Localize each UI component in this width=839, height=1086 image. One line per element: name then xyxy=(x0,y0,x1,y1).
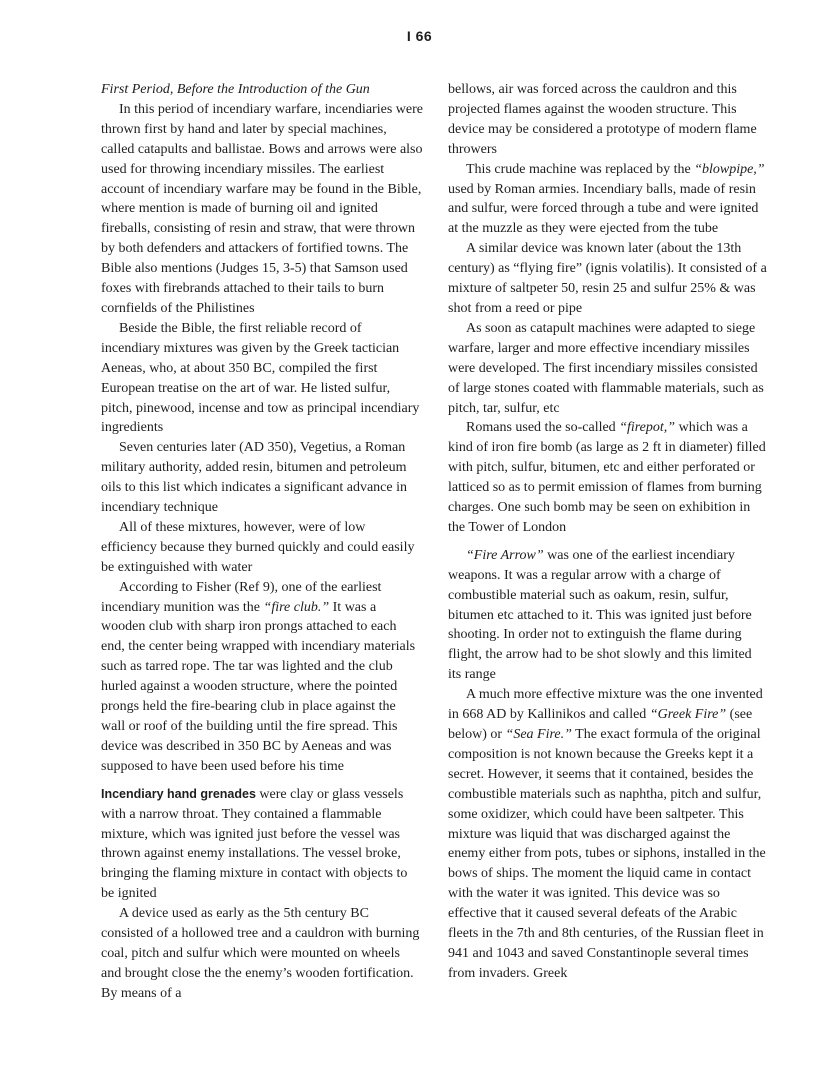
paragraph: All of these mixtures, however, were of low efficiency because they burned quickly and could easily be extinguished with water xyxy=(101,519,415,575)
left-column xyxy=(101,80,423,1004)
paragraph: bellows, air was forced across the cauldron and this projected flames against the wooden structure. This device may be considered a prototype of modern flame throwers xyxy=(448,82,757,157)
term-blowpipe: “blowpipe,” xyxy=(694,161,765,177)
paragraph: A similar device was known later (about the 13th century) as “flying fire” (ignis volatilis). It consisted of a mixture of saltpeter 50, resin 25 and sulfur 25% & was shot from a reed or pipe xyxy=(448,241,767,316)
term-fire-club: “fire club.” xyxy=(263,599,330,615)
section-heading: First Period, Before the Introduction of the Gun xyxy=(101,82,370,97)
paragraph-text: It was a wooden club with sharp iron prongs attached to each end, the center being wrapped with incendiary materials such as tarred rope. The tar was lighted and the club hurled against a wooden structure, where the pointed prongs held the fire-bearing club in place against the wall or roof of the building until the fire spread. This device was described in 350 BC by Aeneas and was supposed to have been used before his time xyxy=(101,599,416,774)
paragraph-hand-grenades xyxy=(101,785,423,904)
paragraph: In this period of incendiary warfare, incendiaries were thrown first by hand and later by special machines, called catapults and ballistae. Bows and arrows were also used for throwing incendiary missiles. The earliest account of incendiary warfare may be found in the Bible, where mention is made of burning oil and ignited fireballs, consisting of resin and straw, that were thrown by both defenders and attackers of fortified towns. The Bible also mentions (Judges 15, 3-5) that Samson used foxes with firebrands attached to their tails to burn cornfields of the Philistines xyxy=(101,101,423,316)
term-incendiary-hand-grenades: Incendiary hand grenades xyxy=(101,786,256,801)
page-number: I 66 xyxy=(406,28,433,44)
paragraph-blowpipe xyxy=(448,160,768,240)
term-firepot: “firepot,” xyxy=(619,420,676,436)
paragraph-text: which was a kind of iron fire bomb (as large as 2 ft in diameter) filled with pitch, sulfur, bitumen, etc and either perforated or latticed so as to permit emission of flames from burning charges. One such bomb may be seen on exhibition in the Tower of London xyxy=(448,420,766,535)
paragraph-fire-arrow xyxy=(448,546,768,685)
paragraph: As soon as catapult machines were adapted to siege warfare, larger and more effective incendiary missiles were developed. The first incendiary missiles consisted of large stones coated with flammable materials, such as pitch, tar, sulfur, etc xyxy=(448,320,764,416)
paragraph-text: The exact formula of the original composition is not known because the Greeks kept it a secret. However, it seems that it contained, besides the combustible materials such as naphtha, pitch and sulfur, some oxidizer, which could have been saltpeter. This mixture was liquid that was discharged against the enemy either from pots, tubes or siphons, installed in the bows of ships. The moment the liquid came in contact with the water it was ignited. This device was so effective that it caused several defeats of the Arabic fleets in the 7th and 8th centuries, of the Russian fleet in 941 and 1043 and saved Constantinople several times from invaders. Greek xyxy=(448,727,766,981)
paragraph-greek-fire xyxy=(448,685,768,984)
paragraph-text: This crude machine was replaced by the xyxy=(466,161,695,177)
paragraph-text: A much more effective mixture was the one invented in 668 AD by Kallinikos and called xyxy=(448,687,763,723)
paragraph-text: Romans used the so-called xyxy=(466,420,620,436)
term-fire-arrow: “Fire Arrow” xyxy=(466,547,544,563)
paragraph-text: used by Roman armies. Incendiary balls, made of resin and sulfur, were forced through a tube and were ignited at the muzzle as they were ejected from the tube xyxy=(448,181,759,237)
paragraph: Beside the Bible, the first reliable record of incendiary mixtures was given by the Greek tactician Aeneas, who, at about 350 BC, compiled the first European treatise on the art of war. He listed sulfur, pitch, pinewood, incense and tow as principal incendiary ingredients xyxy=(101,320,420,436)
term-sea-fire: “Sea Fire.” xyxy=(505,727,572,742)
right-column xyxy=(448,80,768,984)
paragraph-text: According to Fisher (Ref 9), one of the earliest incendiary munition was the xyxy=(101,579,382,615)
paragraph-text: (see below) or xyxy=(448,707,753,742)
term-greek-fire: “Greek Fire” xyxy=(649,707,727,723)
paragraph-firepot xyxy=(448,418,768,537)
paragraph: Seven centuries later (AD 350), Vegetius, a Roman military authority, added resin, bitumen and petroleum oils to this list which indicates a significant advance in incendiary technique xyxy=(101,440,407,516)
paragraph-text: were clay or glass vessels with a narrow throat. They contained a flammable mixture, which was ignited just before the vessel was thrown against enemy installations. The vessel broke, bringing the flaming mixture in contact with objects to be ignited xyxy=(101,786,408,902)
paragraph-fire-club xyxy=(101,578,423,777)
paragraph: A device used as early as the 5th century BC consisted of a hollowed tree and a cauldron with burning coal, pitch and sulfur which were mounted on wheels and brought close the the enemy’s wooden fortification. By means of a xyxy=(101,906,420,1001)
paragraph-text: was one of the earliest incendiary weapons. It was a regular arrow with a charge of combustible material such as oakum, resin, sulfur, bitumen etc attached to it. This was ignited just before shooting. In order not to extinguish the flame during flight, the arrow had to be shot slowly and this limited its range xyxy=(448,547,752,683)
